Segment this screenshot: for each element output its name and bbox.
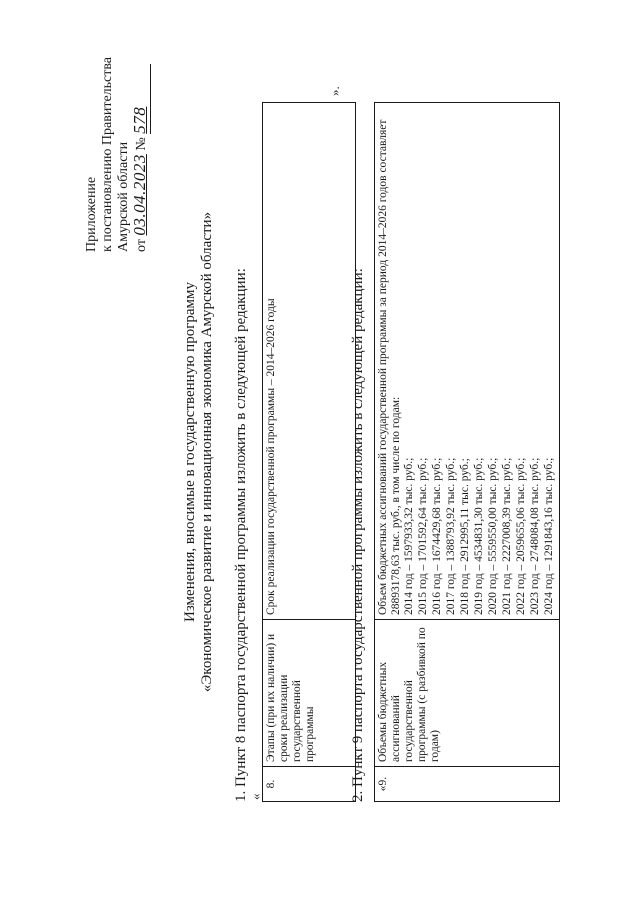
document-title: [182, 12, 216, 892]
year-list: [403, 107, 557, 615]
year-item: 2022 год – 2059655,06 тыс. руб.;: [515, 457, 527, 615]
row-number: «9.: [375, 767, 560, 802]
title-line-1: Изменения, вносимые в государственную программу: [182, 282, 198, 622]
row-number: 8.: [263, 767, 356, 802]
year-item: 2021 год – 2227008,39 тыс. руб.;: [501, 457, 513, 615]
appendix-date-line: [132, 57, 151, 252]
decree-date: 03.04.2023: [130, 154, 149, 236]
decree-number: 578: [130, 106, 149, 134]
budget-intro: Объем бюджетных ассигнований государственной программы за период 2014–2026 годов составляет 28893178,63 тыс. руб., в том числе по годам:: [377, 119, 402, 615]
appendix-line1: к постановлению Правительства: [100, 56, 115, 252]
year-item: 2020 год – 5559550,00 тыс. руб.;: [487, 457, 499, 615]
number-prefix: №: [134, 137, 149, 151]
item1-open-quote: «: [248, 793, 263, 800]
year-item: 2023 год – 2748084,08 тыс. руб.;: [529, 457, 541, 615]
title-line-2: «Экономическое развитие и инновационная экономика Амурской области»: [199, 211, 215, 693]
item1-table: [262, 102, 356, 802]
item1-heading: 1. Пункт 8 паспорта государственной программы изложить в следующей редакции:: [233, 268, 249, 802]
row-value: [375, 103, 560, 620]
row-label: Объемы бюджетных ассигнований государственной программы (с разбивкой по годам): [375, 620, 560, 767]
row-label: Этапы (при их наличии) и сроки реализации государственной программы: [263, 620, 356, 767]
appendix-line2: Амурской области: [116, 141, 131, 252]
year-item: 2014 год – 1597933,32 тыс. руб.;: [403, 457, 415, 615]
year-item: 2015 год – 1701592,64 тыс. руб.;: [417, 457, 429, 615]
table-row: [375, 103, 560, 802]
year-item: 2019 год – 4534831,30 тыс. руб.;: [473, 457, 485, 615]
row-value: Срок реализации государственной программы – 2014–2026 годы: [263, 103, 356, 620]
year-item: 2018 год – 2912995,11 тыс. руб.;: [459, 458, 471, 615]
item2-heading: 2. Пункт 9 паспорта государственной программы изложить в следующей редакции:: [350, 268, 366, 802]
year-item: 2017 год – 1388793,92 тыс. руб.;: [445, 457, 457, 615]
year-item: 2024 год – 1291843,16 тыс. руб.;: [543, 457, 555, 615]
item2-table: [374, 102, 560, 802]
appendix-block: [84, 57, 151, 252]
rotated-page: [10, 12, 630, 892]
date-prefix: от: [134, 239, 149, 252]
appendix-title: Приложение: [84, 176, 99, 252]
item1-close-quote: ».: [327, 86, 342, 96]
table-row: [263, 103, 356, 802]
year-item: 2016 год – 1674429,68 тыс. руб.;: [431, 457, 443, 615]
